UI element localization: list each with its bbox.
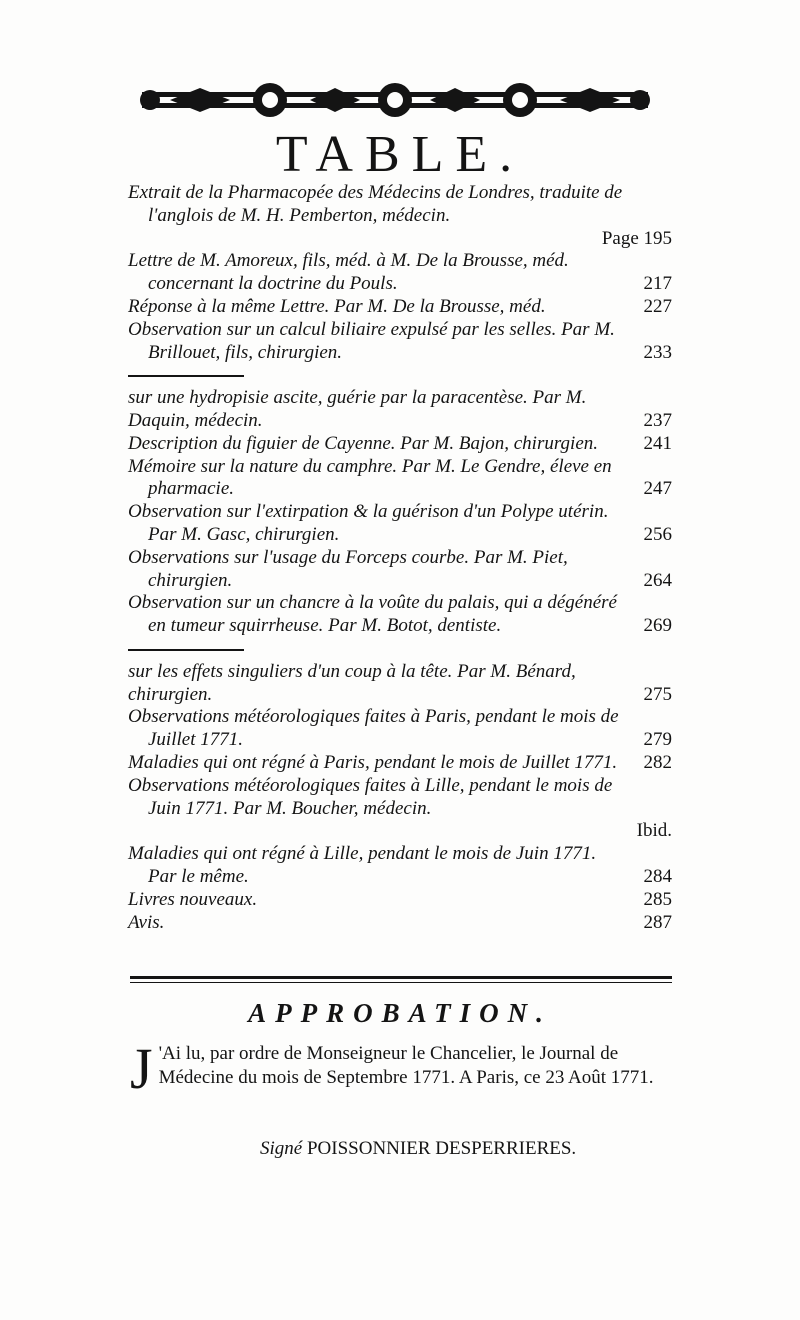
toc-entry (128, 456, 672, 502)
toc-entry-page: 237 (643, 409, 672, 431)
toc-entry-title: Observation sur un chancre à la voûte du palais, qui a dégénéré en tumeur squirrheuse. Par M. Botot, dentiste. (128, 592, 617, 637)
divider-thin (130, 982, 672, 983)
toc-entry-title: Observation sur un calcul biliaire expulsé par les selles. Par M. Brillouet, fils, chirurgien. (128, 318, 615, 363)
toc-entry (128, 547, 672, 593)
toc-entry-title: Livres nouveaux. (128, 888, 258, 910)
toc-entry (128, 182, 672, 250)
toc-entry-title: Maladies qui ont régné à Lille, pendant le mois de Juin 1771. Par le même. (128, 843, 597, 887)
toc-entry-title: Observations sur l'usage du Forceps courbe. Par M. Piet, chirurgien. (128, 546, 568, 591)
approbation-heading: APPROBATION. (248, 998, 552, 1028)
toc-entry (128, 364, 672, 432)
table-of-contents (128, 182, 672, 934)
toc-entry-title: Mémoire sur la nature du camphre. Par M. Le Gendre, éleve en pharmacie. (128, 455, 612, 500)
toc-entry-title: Lettre de M. Amoreux, fils, méd. à M. De la Brousse, méd. concernant la doctrine du Pouls. (128, 250, 569, 295)
table-title: TABLE. (275, 126, 525, 183)
toc-entry (128, 706, 672, 752)
ornament-band-icon (130, 80, 660, 120)
toc-entry (128, 912, 672, 935)
toc-entry-title: sur les effets singuliers d'un coup à la tête. Par M. Bénard, chirurgien. (128, 660, 576, 705)
toc-entry-page: 233 (643, 341, 672, 363)
toc-entry-page: 227 (643, 295, 672, 317)
toc-entry-title: Observations météorologiques faites à Lille, pendant le mois de Juin 1771. Par M. Boucher, médecin. (128, 774, 613, 819)
toc-entry-page: 284 (643, 865, 672, 887)
approbation-text-block (130, 1036, 672, 1101)
toc-entry (128, 501, 672, 547)
toc-entry-title: Observation sur l'extirpation & la guérison d'un Polype utérin. Par M. Gasc, chirurgien. (128, 501, 609, 545)
toc-entry-page: 282 (643, 751, 672, 773)
toc-entry-title: Réponse à la même Lettre. Par M. De la Brousse, méd. (128, 295, 546, 317)
toc-entry-page: 256 (643, 523, 672, 545)
toc-entry (128, 889, 672, 912)
toc-entry-title: Description du figuier de Cayenne. Par M. Bajon, chirurgien. (128, 432, 598, 454)
toc-entry-page: 279 (643, 729, 672, 751)
toc-entry (128, 775, 672, 843)
toc-entry-page: Ibid. (636, 820, 672, 842)
signature-prefix: Signé (260, 1138, 303, 1159)
toc-entry-page: 264 (643, 569, 672, 591)
toc-entry-page: 269 (643, 615, 672, 637)
toc-entry-page: 241 (643, 432, 672, 454)
toc-entry-title: Avis. (128, 911, 165, 933)
toc-entry (128, 592, 672, 638)
drop-cap: J (130, 1036, 153, 1101)
toc-entry-page: 285 (643, 888, 672, 910)
toc-entry (128, 296, 672, 319)
toc-entry (128, 638, 672, 706)
toc-entry-page: Page 195 (601, 227, 672, 249)
toc-entry (128, 250, 672, 296)
toc-entry (128, 843, 672, 889)
toc-entry-page: 217 (643, 273, 672, 295)
ditto-dash (128, 649, 244, 651)
toc-entry-title: Observations météorologiques faites à Paris, pendant le mois de Juillet 1771. (128, 706, 619, 751)
toc-entry-title: Maladies qui ont régné à Paris, pendant le mois de Juillet 1771. (128, 751, 618, 773)
toc-entry (128, 319, 672, 365)
toc-entry-page: 247 (643, 478, 672, 500)
toc-entry (128, 433, 672, 456)
toc-entry-page: 287 (643, 911, 672, 933)
approbation-text: 'Ai lu, par ordre de Monseigneur le Chancelier, le Journal de Médecine du mois de Septembre 1771. A Paris, ce 23 Août 1771. (158, 1043, 654, 1088)
divider-thick (130, 976, 672, 979)
toc-entry-page: 275 (643, 683, 672, 705)
toc-entry (128, 752, 672, 775)
ditto-dash (128, 375, 244, 377)
toc-entry-title: Extrait de la Pharmacopée des Médecins de Londres, traduite de l'anglois de M. H. Pemberton, médecin. (128, 182, 623, 226)
toc-entry-title: sur une hydropisie ascite, guérie par la paracentèse. Par M. Daquin, médecin. (128, 387, 587, 431)
signature-line (260, 1138, 680, 1160)
signature-name: POISSONNIER DESPERRIERES. (306, 1138, 577, 1159)
